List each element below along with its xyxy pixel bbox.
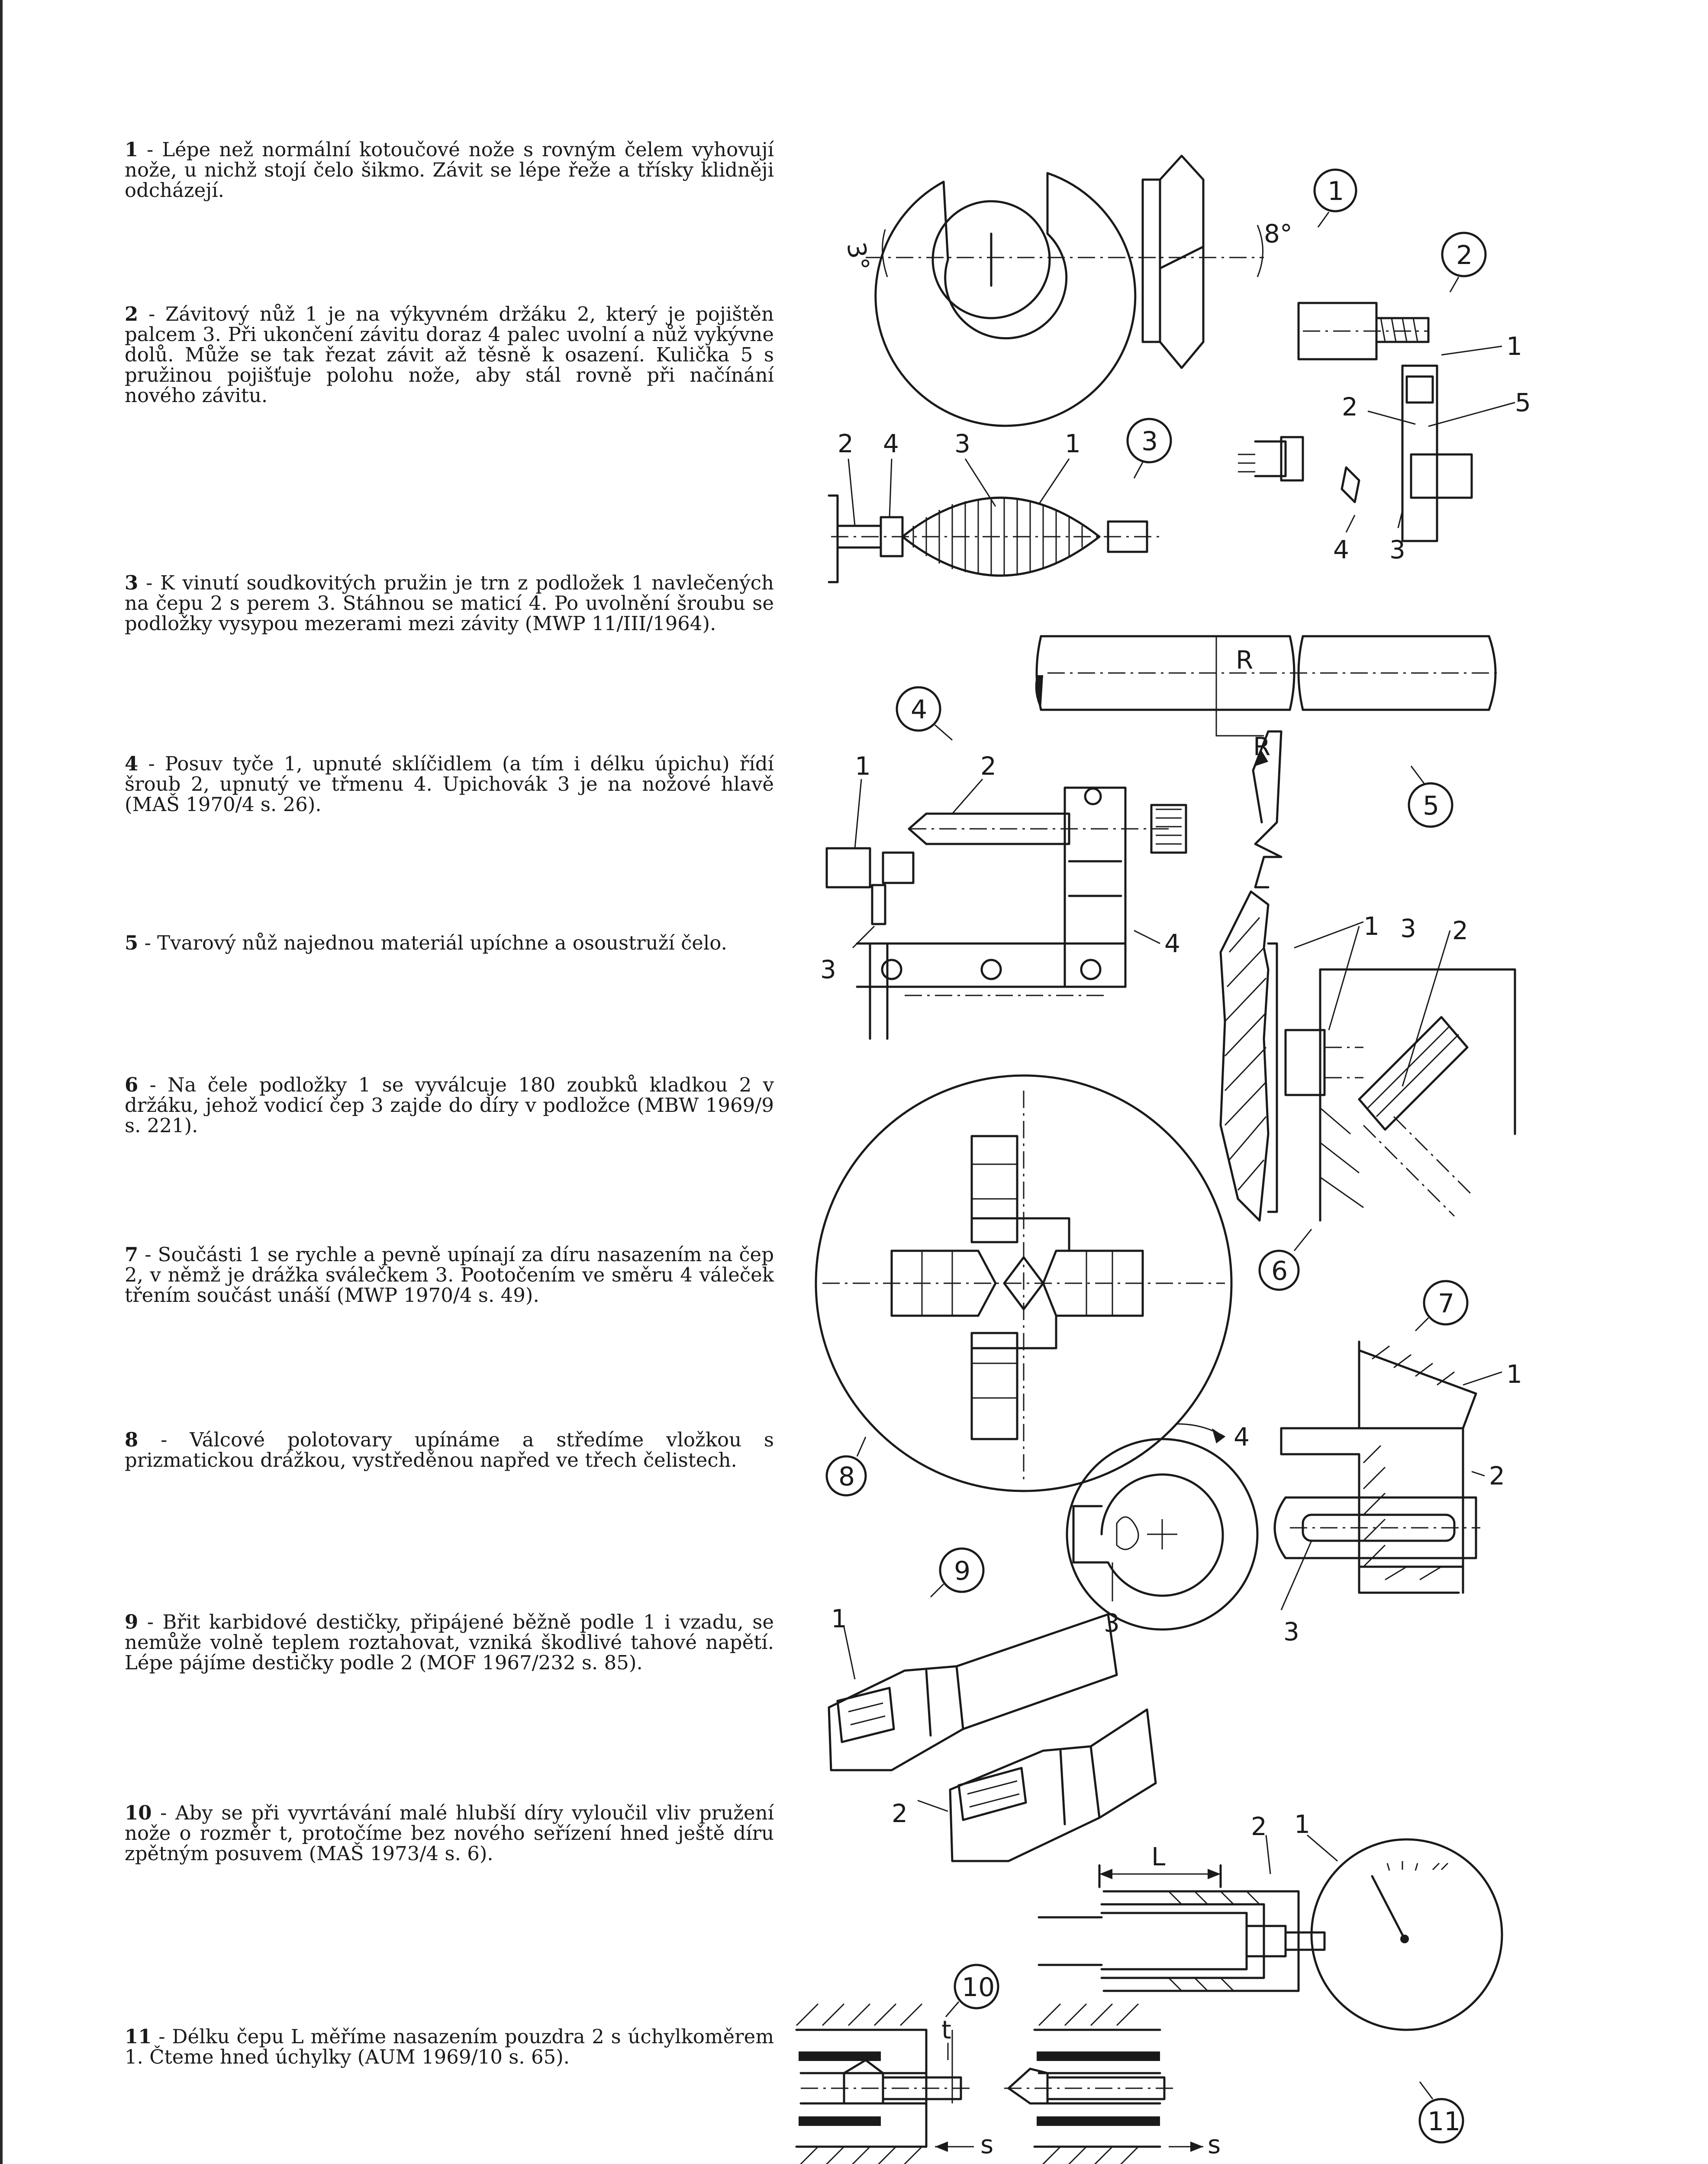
fig4-label-2: 2 (980, 751, 996, 781)
figure-10 (796, 1965, 1221, 2164)
fig7-label-1: 1 (1506, 1359, 1522, 1389)
fig5-label-R-bottom: R (1253, 732, 1271, 761)
fig10-circled-number: 10 (962, 1972, 995, 2003)
fig6-label-2: 2 (1452, 916, 1468, 945)
fig3-label-4: 4 (883, 429, 899, 458)
paragraph-3: 3 - K vinutí soudkovitých pružin je trn z podložek 1 navlečených na čepu 2 s perem 3. Stáhnou se maticí 4. Po uvolnění šroubu se podložky vysypou mezerami mezi závity (MWP 11/III/1964). (125, 571, 774, 635)
fig1-angle-right: 8° (1264, 219, 1292, 248)
paragraph-8: 8 - Válcové polotovary upínáme a středíme vložkou s prizmatickou drážkou, vystředěnou napřed ve třech čelistech. (125, 1428, 774, 1472)
paragraph-1: 1 - Lépe než normální kotoučové nože s rovným čelem vyhovují nože, u nichž stojí čelo šikmo. Závit se lépe řeže a třísky klidněji odcházejí. (125, 138, 774, 202)
fig4-label-1: 1 (855, 751, 871, 781)
fig1-angle-left: 3° (841, 240, 875, 274)
fig7-label-4: 4 (1234, 1422, 1250, 1452)
fig4-circled-number: 4 (911, 695, 928, 725)
fig2-label-1: 1 (1506, 332, 1522, 361)
fig7-label-3-right: 3 (1283, 1617, 1299, 1646)
fig5-circled-number: 5 (1423, 791, 1440, 821)
figure-8 (816, 1076, 1231, 1495)
paragraph-4: 4 - Posuv tyče 1, upnuté sklíčidlem (a tím i délku úpichu) řídí šroub 2, upnutý ve třmenu 4. Upichovák 3 je na nožové hlavě (MAŠ 1970/4 s. 26). (125, 752, 774, 816)
figure-5 (1035, 636, 1498, 887)
paragraph-11: 11 - Délku čepu L měříme nasazením pouzdra 2 s úchylkoměrem 1. Čteme hned úchylky (AUM 1969/10 s. 65). (125, 2025, 774, 2068)
paragraph-9: 9 - Břit karbidové destičky, připájené běžně podle 1 i vzadu, se nemůže volně teplem roztahovat, vzniká škodlivé tahové napětí. Lépe pájíme destičky podle 2 (MOF 1967/232 s. 85). (125, 1610, 774, 1674)
fig5-label-R-top: R (1236, 645, 1254, 675)
figure-3 (829, 419, 1171, 582)
fig3-circled-number: 3 (1141, 426, 1158, 457)
fig11-circled-number: 11 (1428, 2106, 1461, 2137)
figure-4 (820, 687, 1186, 1039)
fig11-label-L: L (1151, 1842, 1166, 1871)
fig3-label-1: 1 (1065, 429, 1081, 458)
fig10-label-t: t (941, 2015, 951, 2045)
fig4-label-4: 4 (1164, 929, 1180, 958)
fig2-label-2: 2 (1342, 392, 1358, 422)
fig4-label-3: 3 (820, 955, 836, 984)
figure-1 (841, 156, 1356, 426)
fig7-label-3-left: 3 (1104, 1608, 1120, 1638)
paragraph-2: 2 - Závitový nůž 1 je na výkyvném držáku 2, který je pojištěn palcem 3. Při ukončení závitu doraz 4 palec uvolní a nůž vykývne dolů. Může se tak řezat závit až těsně k osazení. Kulička 5 s pružinou pojišťuje polohu nože, aby stál rovně při načínání nového závitu. (125, 303, 774, 407)
fig11-label-1: 1 (1294, 1810, 1310, 1839)
figure-9 (829, 1549, 1156, 1861)
fig3-label-3: 3 (954, 429, 970, 458)
fig3-label-2: 2 (838, 429, 854, 458)
fig7-label-2: 2 (1489, 1461, 1505, 1491)
fig2-circled-number: 2 (1456, 240, 1473, 270)
figure-11 (1039, 1810, 1502, 2142)
fig2-label-3: 3 (1389, 535, 1405, 564)
fig6-label-3: 3 (1400, 914, 1416, 943)
fig7-circled-number: 7 (1438, 1288, 1455, 1319)
paragraph-5: 5 - Tvarový nůž najednou materiál upíchne a osoustruží čelo. (125, 931, 727, 954)
fig11-label-2: 2 (1251, 1812, 1267, 1841)
fig1-circled-number: 1 (1328, 176, 1344, 206)
figure-2 (1238, 233, 1531, 564)
fig2-label-5: 5 (1515, 388, 1531, 417)
fig2-label-4: 4 (1333, 535, 1349, 564)
figure-6 (1221, 892, 1515, 1290)
paragraph-7: 7 - Součásti 1 se rychle a pevně upínají za díru nasazením na čep 2, v němž je drážka sválečkem 3. Pootočením ve směru 4 váleček třením součást unáší (MWP 1970/4 s. 49). (125, 1243, 774, 1307)
fig6-circled-number: 6 (1271, 1256, 1288, 1286)
fig9-circled-number: 9 (954, 1556, 971, 1586)
paragraph-10: 10 - Aby se při vyvrtávání malé hlubší díry vyloučil vliv pružení nože o rozměr t, protočíme bez nového seřízení hned ještě díru zpětným posuvem (MAŠ 1973/4 s. 6). (125, 1801, 774, 1865)
fig10-label-s-left: s (980, 2130, 994, 2159)
paragraph-6: 6 - Na čele podložky 1 se vyválcuje 180 zoubků kladkou 2 v držáku, jehož vodicí čep 3 zajde do díry v podložce (MBW 1969/9 s. 221). (125, 1073, 774, 1137)
fig9-label-1: 1 (831, 1604, 847, 1633)
fig6-label-1: 1 (1363, 911, 1379, 941)
fig9-label-2: 2 (892, 1799, 908, 1828)
fig10-label-s-right: s (1208, 2130, 1221, 2159)
figure-7 (1067, 1281, 1522, 1646)
fig8-circled-number: 8 (838, 1462, 855, 1492)
